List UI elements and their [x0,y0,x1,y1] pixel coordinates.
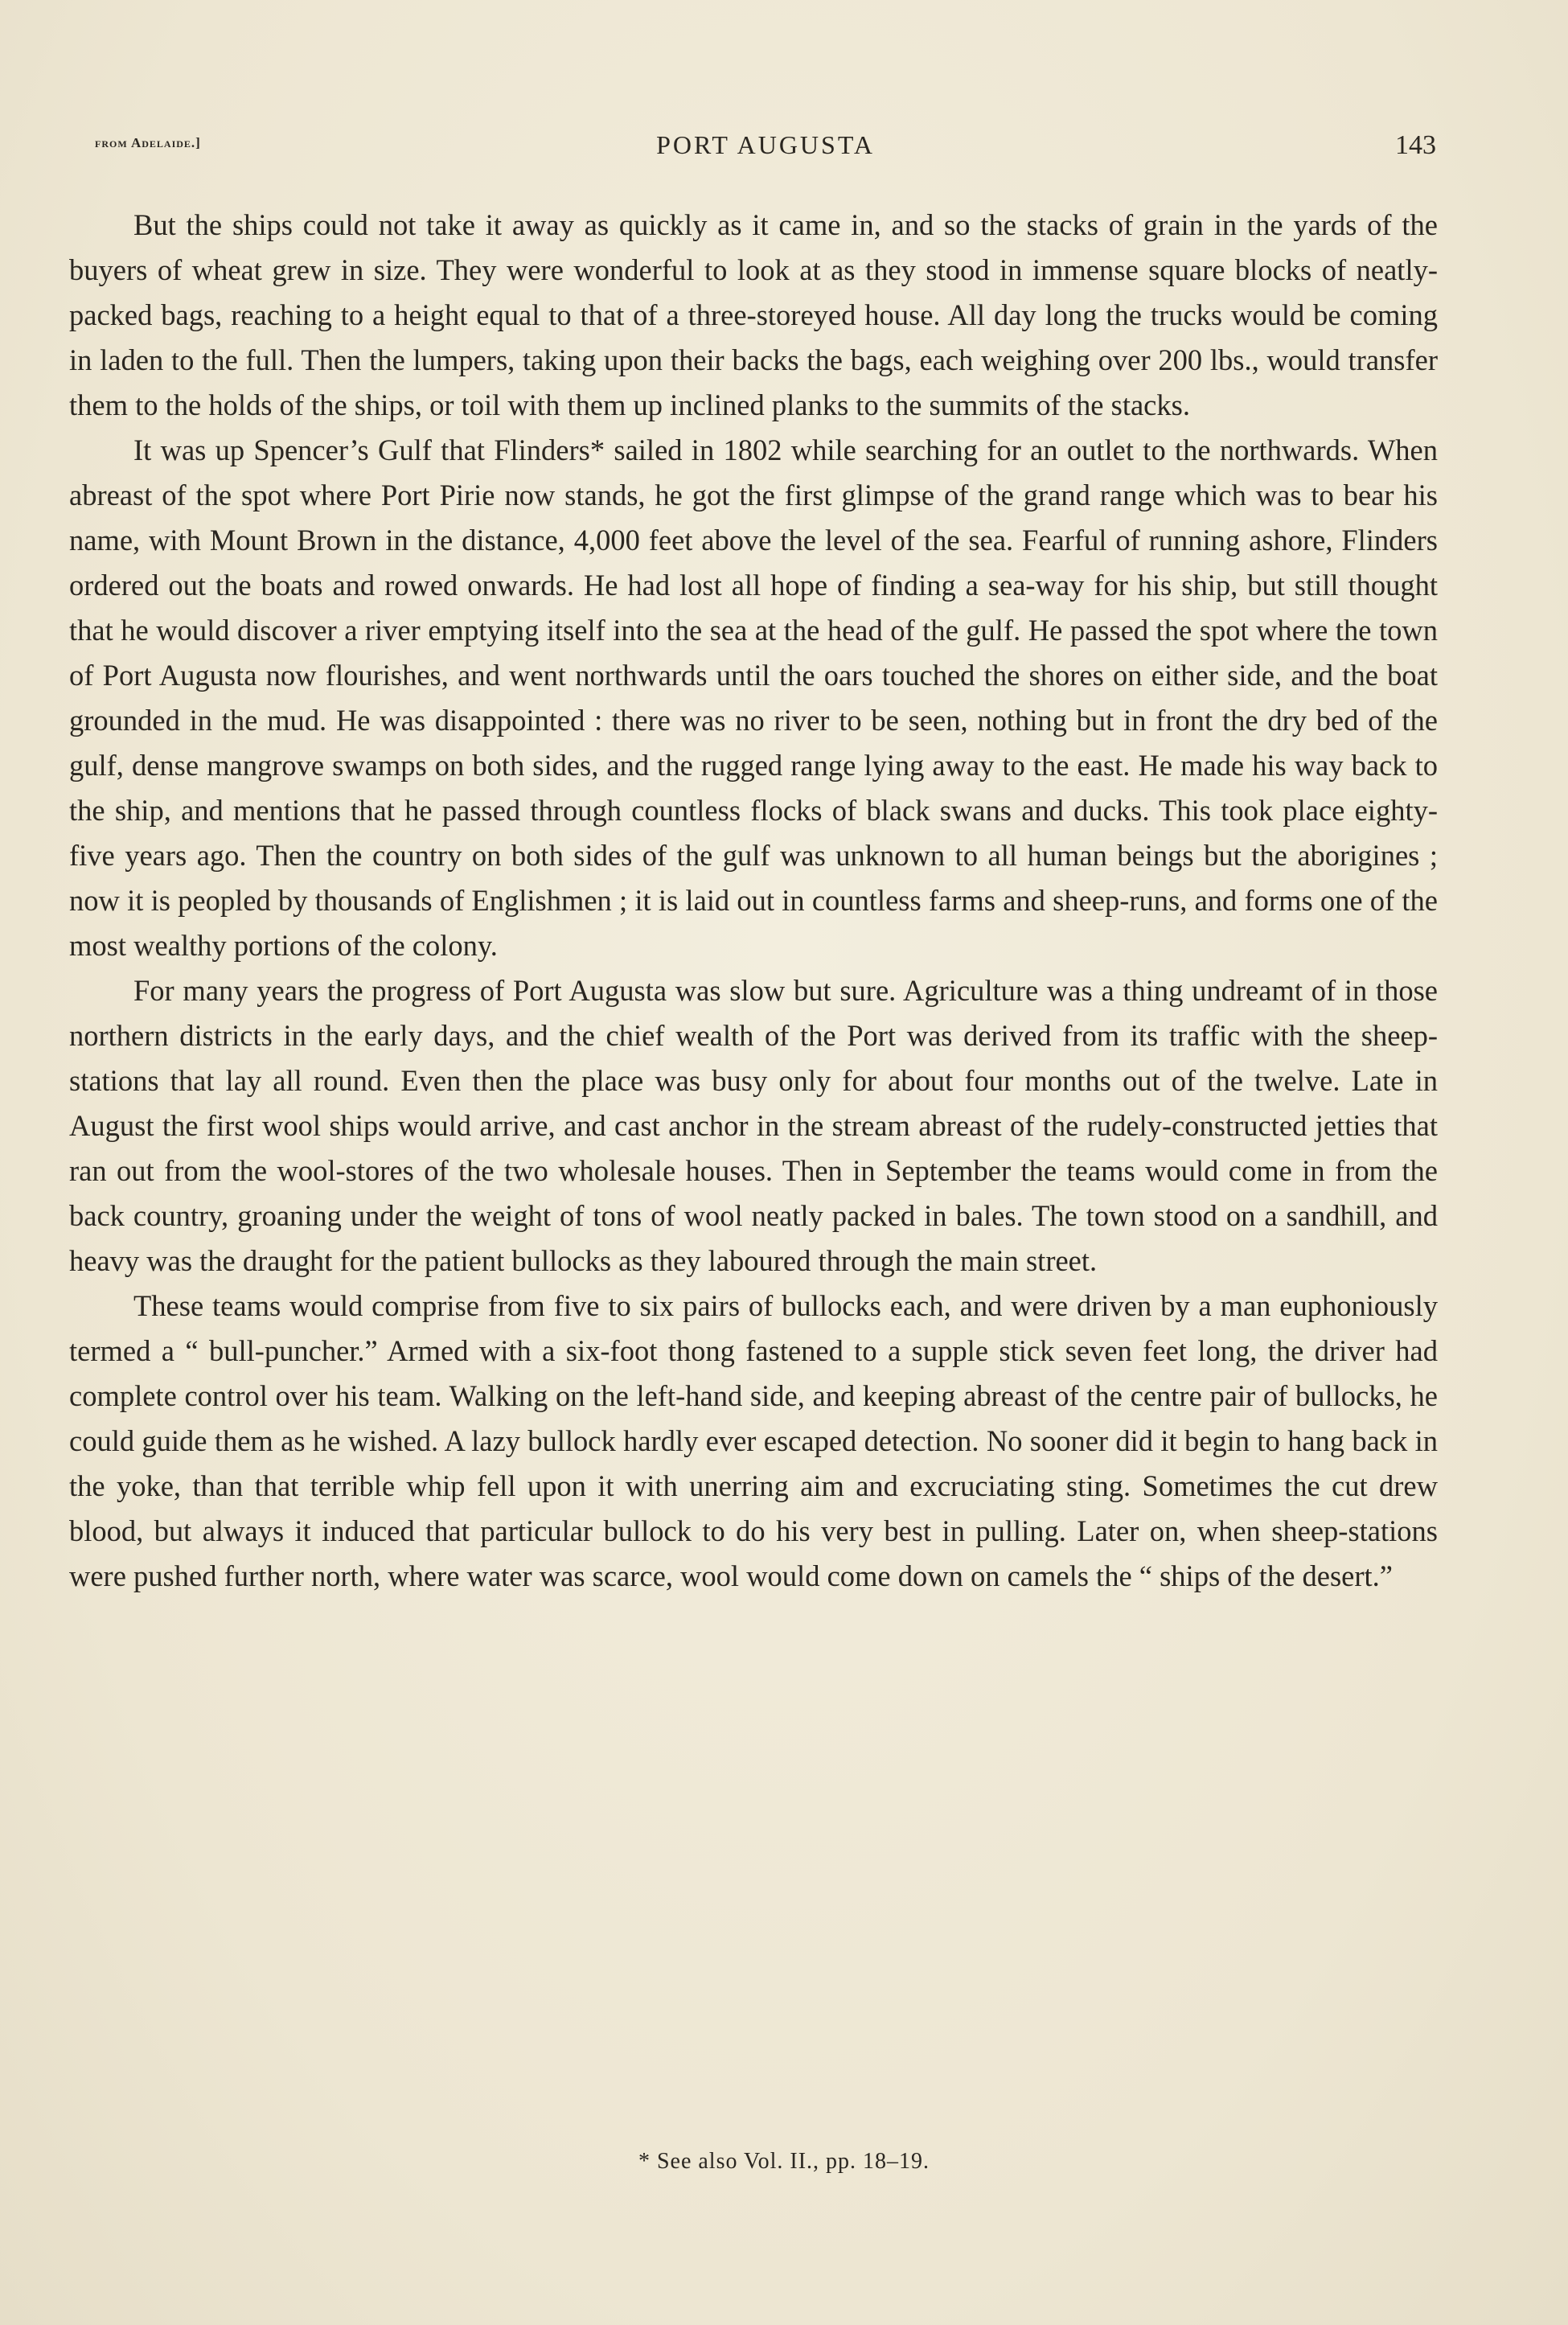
paragraph-4: These teams would comprise from five to six pairs of bullocks each, and were driven by a man euphoniously termed a “ bull-puncher.” Armed with a six-foot thong fastened to a supple stick seven feet long, the driver had complete control over his team. Walking on the left-hand side, and keeping abreast of the centre pair of bullocks, he could guide them as he wished. A lazy bullock hardly ever escaped detection. No sooner did it begin to hang back in the yoke, than that terrible whip fell upon it with unerring aim and excruciating sting. Sometimes the cut drew blood, but always it induced that particular bullock to do his very best in pulling. Later on, when sheep-stations were pushed further north, where water was scarce, wool would come down on camels the “ ships of the desert.” [69,1289,1438,1592]
paragraph-1: But the ships could not take it away as quickly as it came in, and so the stacks of grain in the yards of the buyers of wheat grew in size. They were wonderful to look at as they stood in immense square blocks of neatly-packed bags, reaching to a height equal to that of a three-storeyed house. All day long the trucks would be coming in laden to the full. Then the lumpers, taking upon their backs the bags, each weighing over 200 lbs., would transfer them to the holds of the ships, or toil with them up inclined planks to the summits of the stacks. [69,208,1438,421]
body-text [69,203,1438,1599]
footnote: * See also Vol. II., pp. 18–19. [638,2149,930,2174]
page-number: 143 [1395,130,1436,160]
paragraph-2: It was up Spencer’s Gulf that Flinders* sailed in 1802 while searching for an outlet to the northwards. When abreast of the spot where Port Pirie now stands, he got the first glimpse of the grand range which was to bear his name, with Mount Brown in the distance, 4,000 feet above the level of the sea. Fearful of running ashore, Flinders ordered out the boats and rowed onwards. He had lost all hope of finding a sea-way for his ship, but still thought that he would discover a river emptying itself into the sea at the head of the gulf. He passed the spot where the town of Port Augusta now flourishes, and went northwards until the oars touched the shores on either side, and the boat grounded in the mud. He was disappointed : there was no river to be seen, nothing but in front the dry bed of the gulf, dense mangrove swamps on both sides, and the rugged range lying away to the east. He made his way back to the ship, and mentions that he passed through countless flocks of black swans and ducks. This took place eighty-five years ago. Then the country on both sides of the gulf was unknown to all human beings but the aborigines ; now it is peopled by thousands of Englishmen ; it is laid out in countless farms and sheep-runs, and forms one of the most wealthy portions of the colony. [69,433,1438,962]
running-header [95,130,1436,162]
page-title: PORT AUGUSTA [656,130,875,159]
paragraph-3: For many years the progress of Port Augusta was slow but sure. Agriculture was a thing undreamt of in those northern districts in the early days, and the chief wealth of the Port was derived from its traffic with the sheep-stations that lay all round. Even then the place was busy only for about four months out of the twelve. Late in August the first wool ships would arrive, and cast anchor in the stream abreast of the rudely-constructed jetties that ran out from the wool-stores of the two wholesale houses. Then in September the teams would come in from the back country, groaning under the weight of tons of wool neatly packed in bales. The town stood on a sandhill, and heavy was the draught for the patient bullocks as they laboured through the main street. [69,974,1438,1277]
header-left-text: from Adelaide.] [95,135,201,150]
